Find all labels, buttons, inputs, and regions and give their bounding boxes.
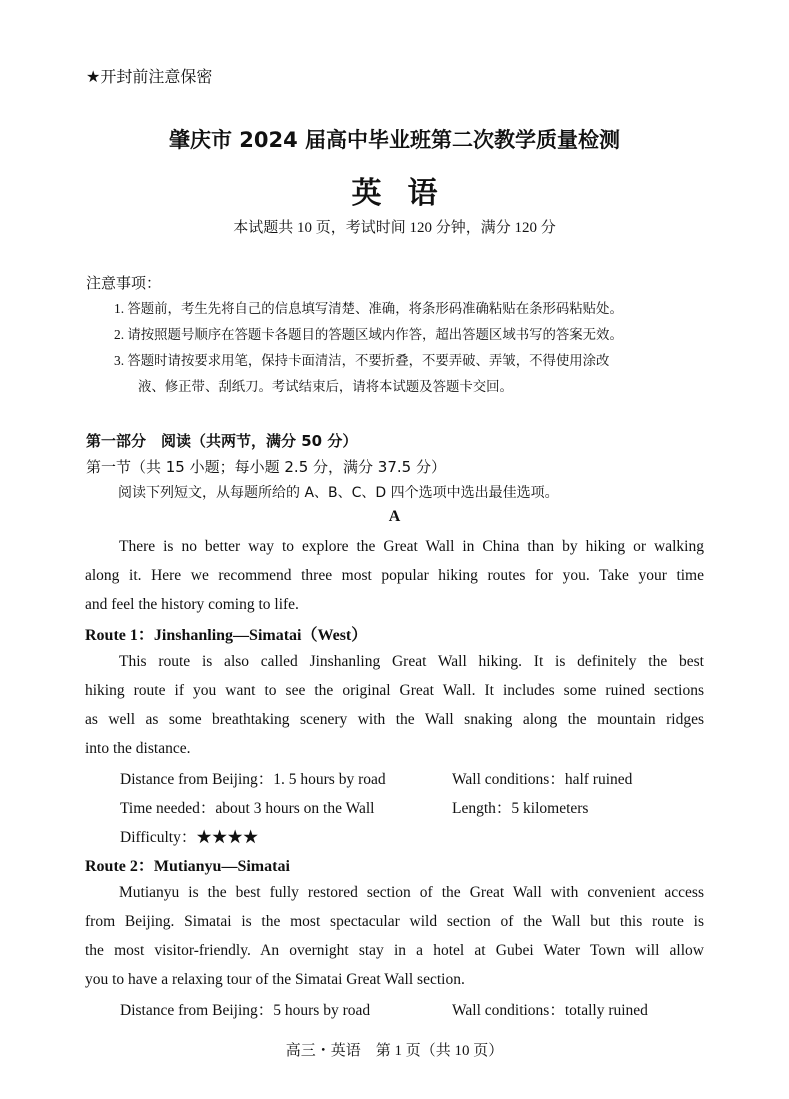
route-1-heading: Route 1：Jinshanling—Simatai（West）: [85, 627, 368, 644]
route-1-wall-conditions: Wall conditions：half ruined: [452, 771, 633, 788]
paragraph-line: from Beijing. Simatai is the most spectacular wild section of the Wall but this route is: [85, 913, 704, 930]
paragraph-line: as well as some breathtaking scenery with the Wall snaking along the mountain ridges: [85, 711, 704, 728]
notice-item: 2. 请按照题号顺序在答题卡各题目的答题区域内作答，超出答题区域书写的答案无效。: [114, 327, 623, 342]
paragraph-line: There is no better way to explore the Great Wall in China than by hiking or walking: [119, 538, 704, 555]
paragraph-line: you to have a relaxing tour of the Simatai Great Wall section.: [85, 971, 465, 988]
subject-title: 英语: [351, 177, 464, 210]
part-heading: 第一部分 阅读（共两节，满分 50 分）: [86, 432, 358, 450]
route-1-difficulty: Difficulty：★★★★: [120, 829, 259, 846]
paragraph-line: the most visitor-friendly. An overnight stay in a hotel at Gubei Water Town will allow: [85, 942, 704, 959]
paragraph-line: This route is also called Jinshanling Great Wall hiking. It is definitely the best: [119, 653, 704, 670]
route-2-wall-conditions: Wall conditions：totally ruined: [452, 1002, 648, 1019]
route-1-length: Length：5 kilometers: [452, 800, 589, 817]
passage-label: A: [388, 508, 401, 525]
notice-item: 3. 答题时请按要求用笔，保持卡面清洁，不要折叠，不要弄破、弄皱，不得使用涂改: [114, 353, 610, 368]
route-1-distance: Distance from Beijing：1. 5 hours by road: [120, 771, 386, 788]
exam-title: 肇庆市 2024 届高中毕业班第二次教学质量检测: [168, 128, 621, 152]
exam-info: 本试题共 10 页，考试时间 120 分钟，满分 120 分: [233, 220, 556, 236]
confidential-notice: ★开封前注意保密: [86, 67, 213, 86]
paragraph-line: into the distance.: [85, 740, 191, 757]
section-heading: 第一节（共 15 小题；每小题 2.5 分，满分 37.5 分）: [86, 458, 446, 476]
route-1-paragraph: [85, 647, 704, 763]
intro-paragraph: [85, 532, 704, 619]
paragraph-line: and feel the history coming to life.: [85, 596, 299, 613]
instruction-text: 阅读下列短文，从每题所给的 A、B、C、D 四个选项中选出最佳选项。: [118, 485, 559, 501]
page-footer: 高三・英语 第 1 页（共 10 页）: [285, 1043, 504, 1059]
paragraph-line: along it. Here we recommend three most popular hiking routes for you. Take your time: [85, 567, 704, 584]
paragraph-line: hiking route if you want to see the original Great Wall. It includes some ruined sections: [85, 682, 704, 699]
route-2-distance: Distance from Beijing：5 hours by road: [120, 1002, 371, 1019]
route-1-time-needed: Time needed：about 3 hours on the Wall: [120, 800, 375, 817]
route-2-paragraph: [85, 878, 704, 994]
notice-title: 注意事项：: [86, 274, 162, 292]
notice-item-continuation: 液、修正带、刮纸刀。考试结束后，请将本试题及答题卡交回。: [138, 379, 513, 394]
paragraph-line: Mutianyu is the best fully restored section of the Great Wall with convenient access: [119, 884, 704, 901]
route-2-heading: Route 2：Mutianyu—Simatai: [85, 858, 290, 875]
notice-item: 1. 答题前，考生先将自己的信息填写清楚、准确，将条形码准确粘贴在条形码粘贴处。: [114, 301, 623, 316]
